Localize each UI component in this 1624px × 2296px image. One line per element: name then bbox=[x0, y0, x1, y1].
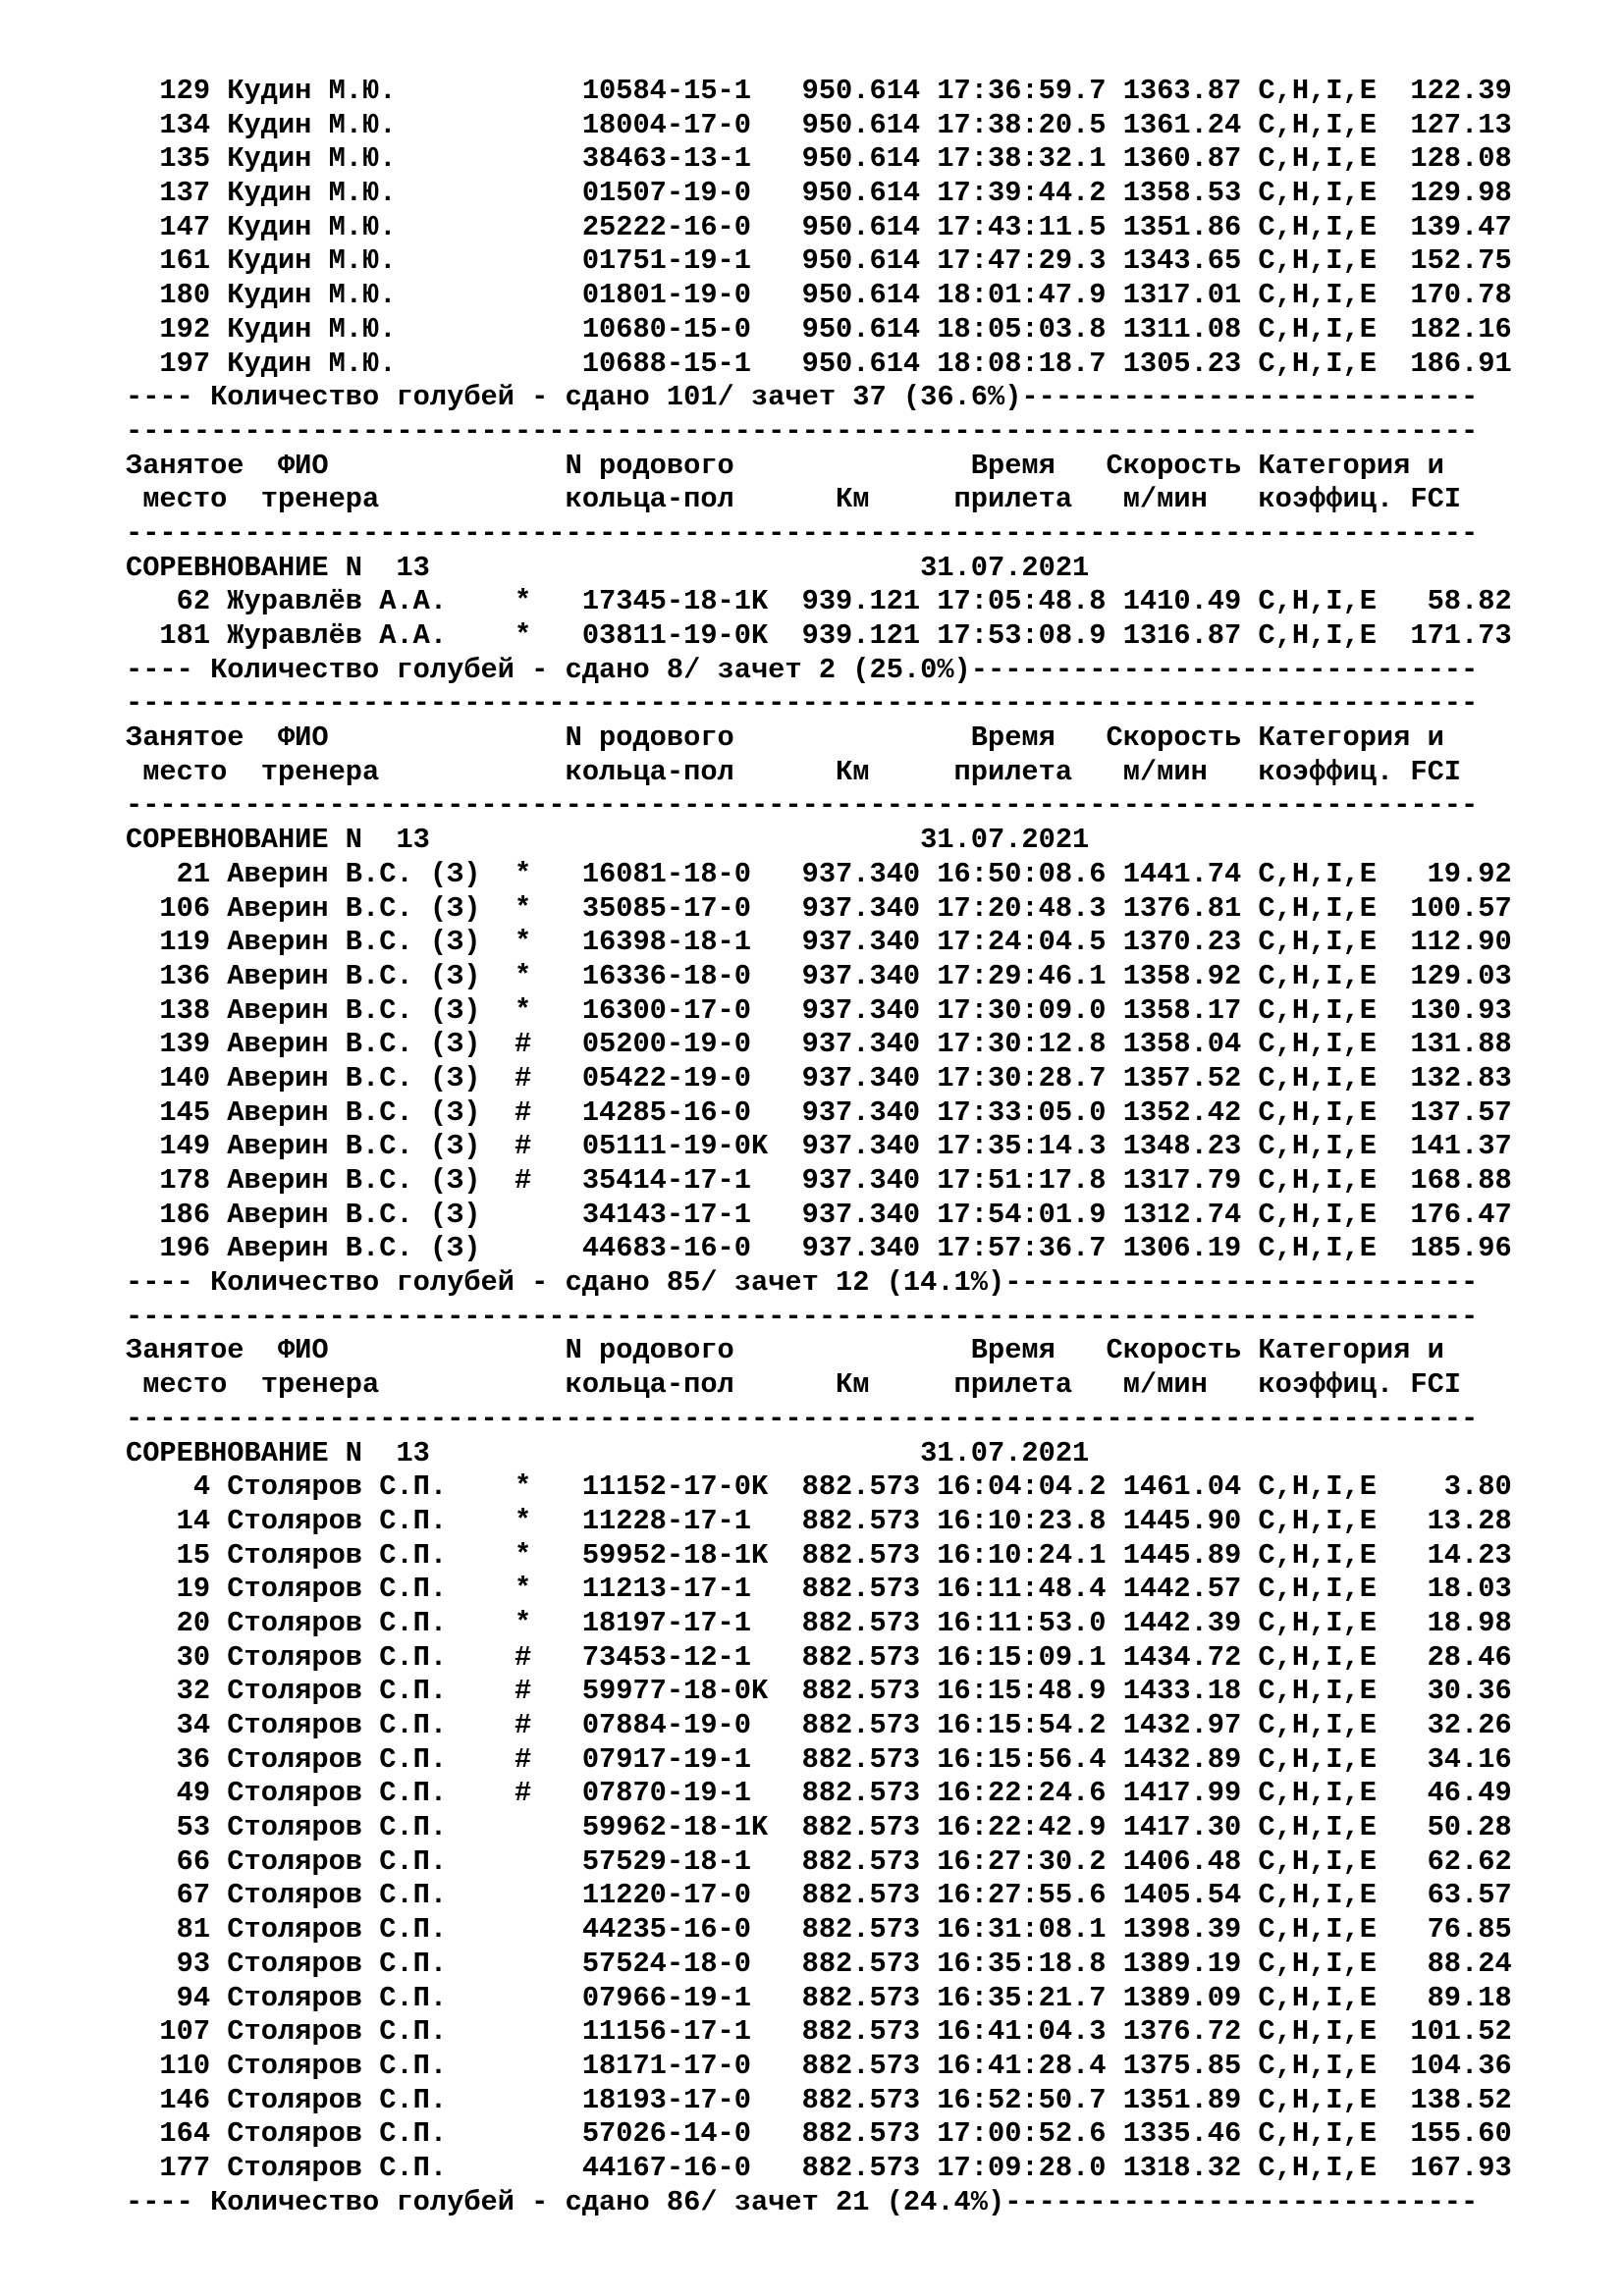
document-line: 15 Столяров С.П. * 59952-18-1K 882.573 16:10:24.1 1445.89 C,H,I,E 14.23 bbox=[126, 1538, 1512, 1572]
document-line: 186 Аверин В.С. (З) 34143-17-1 937.340 17:54:01.9 1312.74 C,H,I,E 176.47 bbox=[126, 1198, 1512, 1231]
document-line: 137 Кудин М.Ю. 01507-19-0 950.614 17:39:44.2 1358.53 C,H,I,E 129.98 bbox=[126, 177, 1512, 210]
document-line: -------------------------------------------------------------------------------- bbox=[126, 687, 1479, 721]
document-line: ---- Количество голубей - сдано 86/ зачет 21 (24.4%)---------------------------- bbox=[126, 2185, 1479, 2218]
document-line: место тренера кольца-пол Км прилета м/мин коэффиц. FCI bbox=[126, 483, 1462, 516]
document-line: СОРЕВНОВАНИЕ N 13 31.07.2021 bbox=[126, 824, 1090, 857]
document-line: 19 Столяров С.П. * 11213-17-1 882.573 16:11:48.4 1442.57 C,H,I,E 18.03 bbox=[126, 1573, 1512, 1606]
document-line: 4 Столяров С.П. * 11152-17-0K 882.573 16:04:04.2 1461.04 C,H,I,E 3.80 bbox=[126, 1470, 1512, 1504]
document-line: 136 Аверин В.С. (З) * 16336-18-0 937.340 17:29:46.1 1358.92 C,H,I,E 129.03 bbox=[126, 959, 1512, 992]
document-line: 181 Журавлёв А.А. * 03811-19-0K 939.121 17:53:08.9 1316.87 C,H,I,E 171.73 bbox=[126, 619, 1512, 652]
document-line: 34 Столяров С.П. # 07884-19-0 882.573 16:15:54.2 1432.97 C,H,I,E 32.26 bbox=[126, 1709, 1512, 1741]
document-line: 81 Столяров С.П. 44235-16-0 882.573 16:31:08.1 1398.39 C,H,I,E 76.85 bbox=[126, 1913, 1512, 1947]
document-line: 30 Столяров С.П. # 73453-12-1 882.573 16:15:09.1 1434.72 C,H,I,E 28.46 bbox=[126, 1640, 1512, 1674]
document-line: -------------------------------------------------------------------------------- bbox=[126, 789, 1479, 823]
document-line: -------------------------------------------------------------------------------- bbox=[126, 1300, 1479, 1333]
document-line: ---- Количество голубей - сдано 85/ зачет 12 (14.1%)---------------------------- bbox=[126, 1266, 1479, 1300]
document-line: 21 Аверин В.С. (З) * 16081-18-0 937.340 16:50:08.6 1441.74 C,H,I,E 19.92 bbox=[126, 857, 1512, 890]
document-line: 119 Аверин В.С. (З) * 16398-18-1 937.340 17:24:04.5 1370.23 C,H,I,E 112.90 bbox=[126, 926, 1512, 959]
document-line: место тренера кольца-пол Км прилета м/мин коэффиц. FCI bbox=[126, 1368, 1462, 1402]
document-line: 161 Кудин М.Ю. 01751-19-1 950.614 17:47:29.3 1343.65 C,H,I,E 152.75 bbox=[126, 244, 1512, 278]
document-line: Занятое ФИО N родового Время Скорость Категория и bbox=[126, 1334, 1444, 1367]
document-line: 140 Аверин В.С. (З) # 05422-19-0 937.340 17:30:28.7 1357.52 C,H,I,E 132.83 bbox=[126, 1061, 1512, 1095]
document-line: 147 Кудин М.Ю. 25222-16-0 950.614 17:43:11.5 1351.86 C,H,I,E 139.47 bbox=[126, 210, 1512, 243]
document-line: 134 Кудин М.Ю. 18004-17-0 950.614 17:38:20.5 1361.24 C,H,I,E 127.13 bbox=[126, 108, 1512, 141]
document-line: 107 Столяров С.П. 11156-17-1 882.573 16:41:04.3 1376.72 C,H,I,E 101.52 bbox=[126, 2015, 1512, 2049]
document-line: 67 Столяров С.П. 11220-17-0 882.573 16:27:55.6 1405.54 C,H,I,E 63.57 bbox=[126, 1879, 1512, 1912]
document-line: ---- Количество голубей - сдано 101/ зачет 37 (36.6%)--------------------------- bbox=[126, 381, 1479, 414]
document-line: 66 Столяров С.П. 57529-18-1 882.573 16:27:30.2 1406.48 C,H,I,E 62.62 bbox=[126, 1844, 1512, 1878]
document-line: 20 Столяров С.П. * 18197-17-1 882.573 16:11:53.0 1442.39 C,H,I,E 18.98 bbox=[126, 1606, 1512, 1639]
document-line: 14 Столяров С.П. * 11228-17-1 882.573 16:10:23.8 1445.90 C,H,I,E 13.28 bbox=[126, 1504, 1512, 1537]
document-line: -------------------------------------------------------------------------------- bbox=[126, 1402, 1479, 1435]
document-line: 53 Столяров С.П. 59962-18-1K 882.573 16:22:42.9 1417.30 C,H,I,E 50.28 bbox=[126, 1811, 1512, 1844]
document-line: 145 Аверин В.С. (З) # 14285-16-0 937.340 17:33:05.0 1352.42 C,H,I,E 137.57 bbox=[126, 1095, 1512, 1129]
document-line: 32 Столяров С.П. # 59977-18-0K 882.573 16:15:48.9 1433.18 C,H,I,E 30.36 bbox=[126, 1675, 1512, 1708]
document-line: 135 Кудин М.Ю. 38463-13-1 950.614 17:38:32.1 1360.87 C,H,I,E 128.08 bbox=[126, 142, 1512, 176]
document-line: 129 Кудин М.Ю. 10584-15-1 950.614 17:36:59.7 1363.87 C,H,I,E 122.39 bbox=[126, 75, 1512, 107]
document-line: 149 Аверин В.С. (З) # 05111-19-0K 937.340 17:35:14.3 1348.23 C,H,I,E 141.37 bbox=[126, 1130, 1512, 1163]
document-line: 94 Столяров С.П. 07966-19-1 882.573 16:35:21.7 1389.09 C,H,I,E 89.18 bbox=[126, 1981, 1512, 2014]
document-line: 197 Кудин М.Ю. 10688-15-1 950.614 18:08:18.7 1305.23 C,H,I,E 186.91 bbox=[126, 347, 1512, 380]
document-line: 164 Столяров С.П. 57026-14-0 882.573 17:00:52.6 1335.46 C,H,I,E 155.60 bbox=[126, 2117, 1512, 2151]
document-line: -------------------------------------------------------------------------------- bbox=[126, 516, 1479, 550]
document-line: 106 Аверин В.С. (З) * 35085-17-0 937.340 17:20:48.3 1376.81 C,H,I,E 100.57 bbox=[126, 891, 1512, 925]
document-line: СОРЕВНОВАНИЕ N 13 31.07.2021 bbox=[126, 551, 1090, 584]
document-line: Занятое ФИО N родового Время Скорость Категория и bbox=[126, 721, 1444, 755]
document-line: 138 Аверин В.С. (З) * 16300-17-0 937.340 17:30:09.0 1358.17 C,H,I,E 130.93 bbox=[126, 993, 1512, 1027]
document-line: 139 Аверин В.С. (З) # 05200-19-0 937.340 17:30:12.8 1358.04 C,H,I,E 131.88 bbox=[126, 1028, 1512, 1061]
document-line: 180 Кудин М.Ю. 01801-19-0 950.614 18:01:47.9 1317.01 C,H,I,E 170.78 bbox=[126, 279, 1512, 312]
document-line: ---- Количество голубей - сдано 8/ зачет 2 (25.0%)------------------------------ bbox=[126, 653, 1479, 686]
document-line: 177 Столяров С.П. 44167-16-0 882.573 17:09:28.0 1318.32 C,H,I,E 167.93 bbox=[126, 2151, 1512, 2184]
document-line: 146 Столяров С.П. 18193-17-0 882.573 16:52:50.7 1351.89 C,H,I,E 138.52 bbox=[126, 2083, 1512, 2116]
document-line: -------------------------------------------------------------------------------- bbox=[126, 414, 1479, 448]
document-line: 36 Столяров С.П. # 07917-19-1 882.573 16:15:56.4 1432.89 C,H,I,E 34.16 bbox=[126, 1742, 1512, 1776]
document-line: 192 Кудин М.Ю. 10680-15-0 950.614 18:05:03.8 1311.08 C,H,I,E 182.16 bbox=[126, 312, 1512, 346]
document-line: 93 Столяров С.П. 57524-18-0 882.573 16:35:18.8 1389.19 C,H,I,E 88.24 bbox=[126, 1947, 1512, 1980]
document-line: 178 Аверин В.С. (З) # 35414-17-1 937.340 17:51:17.8 1317.79 C,H,I,E 168.88 bbox=[126, 1164, 1512, 1197]
document-line: Занятое ФИО N родового Время Скорость Категория и bbox=[126, 449, 1444, 482]
document-line: СОРЕВНОВАНИЕ N 13 31.07.2021 bbox=[126, 1436, 1090, 1469]
document-line: 49 Столяров С.П. # 07870-19-1 882.573 16:22:24.6 1417.99 C,H,I,E 46.49 bbox=[126, 1777, 1512, 1810]
results-document bbox=[126, 75, 1512, 2219]
document-line: 110 Столяров С.П. 18171-17-0 882.573 16:41:28.4 1375.85 C,H,I,E 104.36 bbox=[126, 2049, 1512, 2082]
document-line: 62 Журавлёв А.А. * 17345-18-1K 939.121 17:05:48.8 1410.49 C,H,I,E 58.82 bbox=[126, 585, 1512, 618]
document-line: 196 Аверин В.С. (З) 44683-16-0 937.340 17:57:36.7 1306.19 C,H,I,E 185.96 bbox=[126, 1232, 1512, 1265]
document-line: место тренера кольца-пол Км прилета м/мин коэффиц. FCI bbox=[126, 755, 1462, 788]
